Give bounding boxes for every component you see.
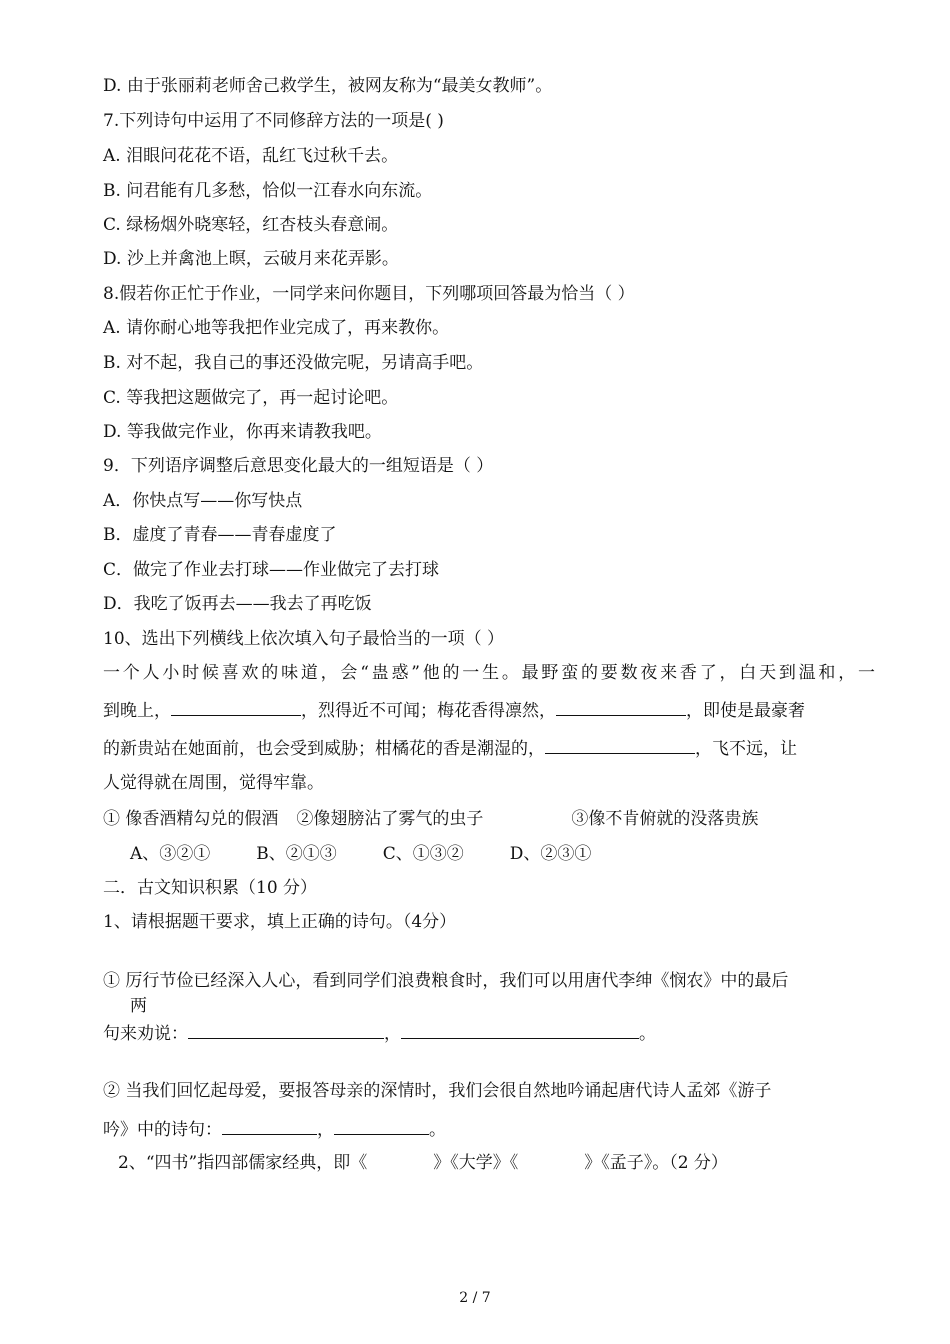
- q10-choices: [103, 808, 758, 830]
- q9-option-a: A．你快点写——你写快点: [103, 491, 303, 511]
- section-2-q1-stem: 1、请根据题干要求，填上正确的诗句。（4分）: [103, 912, 457, 932]
- q9-option-d: D．我吃了饭再去——我去了再吃饭: [103, 594, 372, 614]
- fill-blank-2[interactable]: [556, 699, 686, 716]
- choice-3: ③像不肯俯就的没落贵族: [571, 809, 759, 829]
- section-2-q1-item2-line2: [103, 1118, 446, 1141]
- q8-option-d: D. 等我做完作业，你再来请教我吧。: [103, 422, 382, 442]
- period: 。: [429, 1120, 446, 1140]
- q10-passage-line-1: 一个人小时候喜欢的味道，会“蛊惑”他的一生。最野蛮的要数夜来香了，白天到温和，一: [103, 663, 875, 683]
- q9-option-c: C．做完了作业去打球——作业做完了去打球: [103, 560, 440, 580]
- fill-blank-1[interactable]: [171, 699, 301, 716]
- q10-passage-line-3: [103, 737, 797, 760]
- section-2-q2: [118, 1152, 728, 1174]
- section-2-q1-item1-line1: ① 厉行节俭已经深入人心，看到同学们浪费粮食时，我们可以用唐代李绅《悯农》中的最后: [103, 971, 789, 991]
- q8-option-b: B. 对不起，我自己的事还没做完呢，另请高手吧。: [103, 353, 484, 373]
- section-2-q1-item1-line3: [103, 1022, 656, 1045]
- poem-blank-2[interactable]: [401, 1022, 639, 1039]
- q10-passage-line-4: 人觉得就在周围，觉得牢靠。: [103, 773, 324, 793]
- q7-option-b: B. 问君能有几多愁，恰似一江春水向东流。: [103, 181, 433, 201]
- section-2-q1-item2-line1: ② 当我们回忆起母爱，要报答母亲的深情时，我们会很自然地吟诵起唐代诗人孟郊《游子: [103, 1081, 772, 1101]
- q2-text: 》《大学》《: [433, 1153, 519, 1173]
- q7-option-d: D. 沙上并禽池上暝，云破月来花弄影。: [103, 249, 399, 269]
- passage-text: 到晚上，: [103, 701, 171, 721]
- fill-blank-3[interactable]: [545, 737, 695, 754]
- choice-2: ②像翅膀沾了雾气的虫子: [296, 809, 484, 829]
- comma: ，: [317, 1120, 334, 1140]
- q2-text: 2、“四书”指四部儒家经典，即《: [118, 1153, 368, 1173]
- poem-blank-1[interactable]: [188, 1022, 384, 1039]
- q6-option-d: D. 由于张丽莉老师舍己救学生，被网友称为“最美女教师”。: [103, 76, 553, 96]
- passage-text: ，烈得近不可闻；梅花香得凛然，: [301, 701, 556, 721]
- period: 。: [639, 1024, 656, 1044]
- q10-passage-line-2: [103, 699, 805, 722]
- q8-option-a: A. 请你耐心地等我把作业完成了，再来教你。: [103, 318, 450, 338]
- answer-b: B、②①③: [256, 844, 337, 864]
- q9-option-b: B．虚度了青春——青春虚度了: [103, 525, 337, 545]
- answer-a: A、③②①: [130, 844, 211, 864]
- answer-c: C、①③②: [382, 844, 464, 864]
- answer-d: D、②③①: [509, 844, 592, 864]
- q2-text: 》《孟子》。（2 分）: [584, 1153, 728, 1173]
- comma: ，: [384, 1024, 401, 1044]
- q10-stem: 10、选出下列横线上依次填入句子最恰当的一项（ ）: [103, 629, 505, 649]
- section-2-title: 二．古文知识积累（10 分）: [103, 878, 318, 898]
- q8-stem: 8.假若你正忙于作业，一同学来问你题目，下列哪项回答最为恰当（ ）: [103, 284, 635, 304]
- section-2-q1-item1-line2: 两: [130, 996, 147, 1016]
- poem-blank-3[interactable]: [222, 1118, 317, 1135]
- passage-text: 的新贵站在她面前，也会受到威胁；柑橘花的香是潮湿的，: [103, 739, 545, 759]
- q9-stem: 9．下列语序调整后意思变化最大的一组短语是（ ）: [103, 456, 494, 476]
- page-number: 2 / 7: [459, 1290, 491, 1306]
- passage-text: ，即使是最豪奢: [686, 701, 805, 721]
- q7-option-a: A. 泪眼问花花不语，乱红飞过秋千去。: [103, 146, 399, 166]
- poem-blank-4[interactable]: [334, 1118, 429, 1135]
- q7-stem: 7.下列诗句中运用了不同修辞方法的一项是( ): [103, 111, 444, 131]
- line-text: 吟》中的诗句：: [103, 1120, 222, 1140]
- line-text: 句来劝说：: [103, 1024, 188, 1044]
- passage-text: ，飞不远，让: [695, 739, 797, 759]
- q10-answers: [130, 843, 591, 865]
- choice-1: ① 像香酒精勾兑的假酒: [103, 809, 279, 829]
- q7-option-c: C. 绿杨烟外晓寒轻，红杏枝头春意闹。: [103, 215, 399, 235]
- q8-option-c: C. 等我把这题做完了，再一起讨论吧。: [103, 388, 399, 408]
